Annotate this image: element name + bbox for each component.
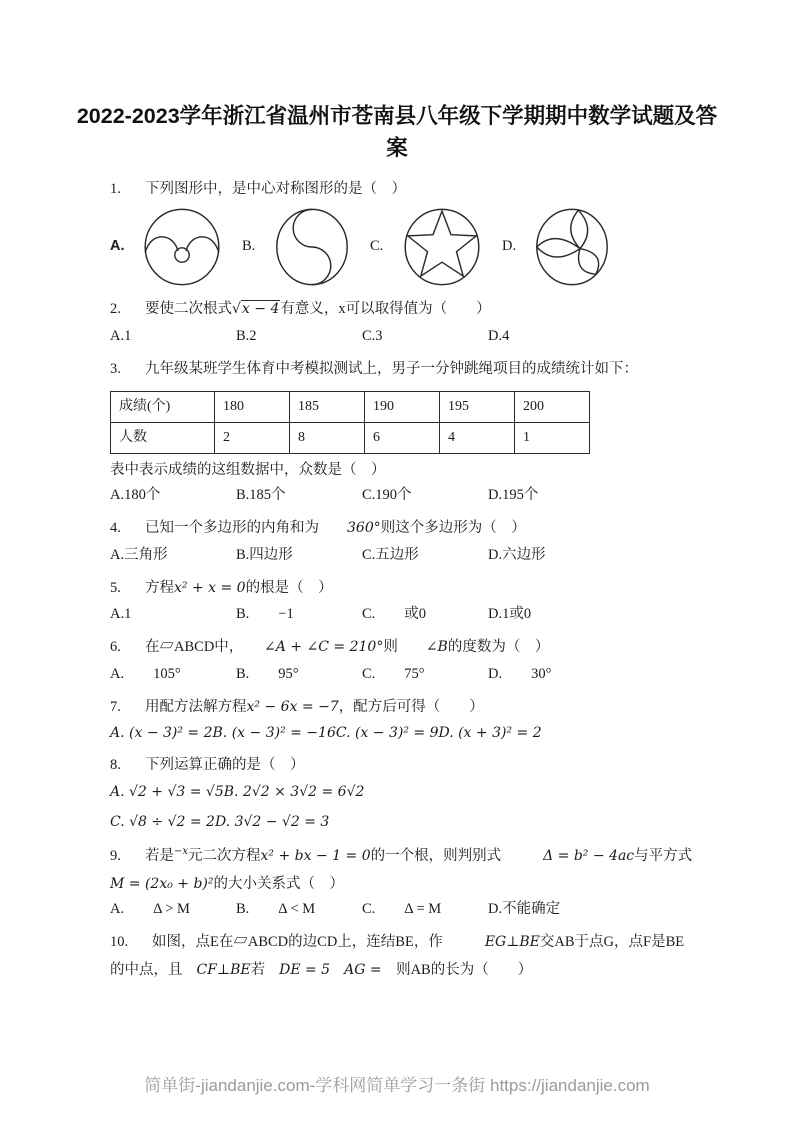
page-title: 2022-2023学年浙江省温州市苍南县八年级下学期期中数学试题及答案	[76, 104, 718, 161]
question-5-options	[110, 604, 714, 626]
math-expression: AG =	[330, 961, 382, 978]
math-expression: x² + bx − 1 = 0	[260, 847, 371, 864]
question-text: 方程	[145, 579, 174, 596]
question-4	[110, 518, 714, 567]
question-number: 3.	[110, 360, 121, 377]
option-label-d: D.	[502, 238, 517, 255]
option-d: D.六边形	[488, 546, 546, 563]
question-text: 交AB于点G，点F是BE	[539, 934, 685, 951]
question-text: 与平方式	[634, 847, 693, 864]
table-cell: 200	[515, 391, 590, 422]
math-expression: M = (2x₀ + b)²	[110, 875, 214, 892]
footer	[0, 1071, 794, 1096]
question-5	[110, 578, 714, 627]
question-text: 下列运算正确的是（ ）	[145, 757, 305, 774]
question-number: 6.	[110, 639, 121, 655]
option-label-b: B.	[242, 238, 256, 255]
question-2	[110, 299, 714, 348]
math-expression: Δ = b² − 4ac	[501, 847, 635, 864]
question-text: 的一个根，则判别式	[370, 847, 502, 864]
option-a: A.1	[110, 328, 132, 344]
option-c: C.五边形	[362, 546, 419, 563]
table-cell: 1	[515, 422, 590, 453]
table-cell: 8	[290, 422, 365, 453]
question-text: 下列图形中，是中心对称图形的是（ ）	[145, 180, 406, 197]
table-row-counts	[111, 422, 590, 453]
question-10	[110, 932, 714, 982]
footer-link[interactable]: 简单街-jiandanjie.com-学科网简单学习一条街 https://jiandanjie.com	[144, 1076, 650, 1095]
option-d: D.1或0	[488, 606, 532, 623]
question-text: ，配方后可得（ ）	[338, 698, 484, 715]
question-1	[110, 179, 714, 289]
question-text: 若	[250, 961, 266, 978]
option-a: A.1	[110, 606, 132, 623]
question-number: 8.	[110, 757, 121, 774]
question-8-options-cd: C. √8 ÷ √2 = 2D. 3√2 − √2 = 3	[110, 814, 330, 830]
option-b: B.185个	[236, 487, 286, 504]
question-text: 则AB的长为（ ）	[381, 961, 533, 978]
question-text: 要使二次根式	[145, 301, 232, 318]
option-c: C.3	[362, 328, 383, 344]
question-number: 4.	[110, 520, 121, 536]
option-c: C. 或0	[362, 606, 427, 623]
arched-curve-circle-icon	[137, 207, 227, 287]
math-expression: DE = 5	[265, 961, 331, 978]
question-text: 有意义，x可以取得值为（ ）	[280, 301, 491, 318]
option-c: C. 75°	[362, 665, 425, 682]
option-b: B.2	[236, 328, 257, 344]
option-b: B. Δ < M	[236, 901, 316, 918]
math-expression: CF⊥BE	[182, 961, 251, 978]
option-c: C. Δ = M	[362, 901, 442, 918]
score-table	[110, 391, 590, 454]
question-text: 的中点，且	[110, 961, 183, 978]
table-row-scores	[111, 391, 590, 422]
superscript: −x	[174, 846, 189, 857]
question-text: 元二次方程	[188, 847, 261, 864]
question-number: 2.	[110, 301, 121, 318]
option-d: D. 30°	[488, 665, 552, 682]
math-expression: 360°	[319, 520, 381, 536]
table-cell: 195	[440, 391, 515, 422]
option-label-c: C.	[370, 238, 384, 255]
table-cell: 成绩(个)	[111, 391, 215, 422]
option-a: A.180个	[110, 487, 161, 504]
sqrt-radicand: x − 4	[241, 301, 280, 318]
option-label-a: A.	[110, 238, 125, 255]
option-a: A.三角形	[110, 546, 168, 563]
question-text: 则	[383, 639, 398, 655]
question-text: 用配方法解方程	[145, 698, 247, 715]
table-cell: 人数	[111, 422, 215, 453]
question-number: 7.	[110, 698, 121, 715]
question-2-options	[110, 326, 714, 348]
math-expression: x² + x = 0	[174, 579, 246, 596]
five-point-star-circle-icon	[397, 207, 487, 287]
question-1-figures	[110, 206, 714, 288]
question-text: 九年级某班学生体育中考模拟测试上，男子一分钟跳绳项目的成绩统计如下：	[145, 360, 638, 377]
option-d: D.195个	[488, 487, 539, 504]
option-b: B. 95°	[236, 665, 299, 682]
question-3-options	[110, 485, 714, 507]
question-number: 9.	[110, 847, 121, 864]
question-6-options	[110, 664, 714, 686]
question-6	[110, 637, 714, 686]
question-3	[110, 359, 714, 507]
question-text: 已知一个多边形的内角和为	[145, 520, 319, 536]
question-number: 10.	[110, 934, 129, 951]
table-cell: 6	[365, 422, 440, 453]
option-b: B.四边形	[236, 546, 293, 563]
option-a: A. Δ > M	[110, 901, 190, 918]
question-8	[110, 755, 714, 833]
sqrt-sign: √	[232, 301, 241, 318]
option-c: C.190个	[362, 487, 412, 504]
question-7	[110, 697, 714, 745]
question-text: 在▱ABCD中，	[145, 639, 237, 655]
question-9-options	[110, 899, 714, 921]
question-number: 5.	[110, 579, 121, 596]
option-d: D.不能确定	[488, 901, 561, 918]
math-expression: EG⊥BE	[442, 934, 540, 951]
question-7-options: A. (x − 3)² = 2B. (x − 3)² = −16C. (x − 3)² = 9D. (x + 3)² = 2	[110, 725, 542, 742]
question-8-options-ab: A. √2 + √3 = √5B. 2√2 × 3√2 = 6√2	[110, 784, 365, 800]
three-petal-rose-circle-icon	[529, 207, 615, 287]
question-text: 则这个多边形为（ ）	[380, 520, 526, 536]
question-text: 的根是（ ）	[245, 579, 333, 596]
question-number: 1.	[110, 180, 121, 197]
math-expression: ∠A + ∠C = 210°	[236, 639, 384, 655]
question-text: 若是	[145, 847, 174, 864]
question-text: 的大小关系式（ ）	[213, 875, 345, 892]
yin-yang-circle-icon	[269, 207, 355, 287]
option-b: B. −1	[236, 606, 294, 623]
option-d: D.4	[488, 328, 510, 344]
question-9	[110, 844, 714, 921]
math-expression: ∠B	[397, 639, 448, 655]
question-4-options	[110, 545, 714, 567]
option-a: A. 105°	[110, 665, 181, 682]
table-cell: 4	[440, 422, 515, 453]
table-cell: 180	[215, 391, 290, 422]
table-cell: 190	[365, 391, 440, 422]
question-text: 的度数为（ ）	[447, 639, 550, 655]
question-text: 如图，点E在▱ABCD的边CD上，连结BE，作	[152, 934, 443, 951]
exam-content	[110, 179, 714, 982]
question-text-continuation: 表中表示成绩的这组数据中，众数是（ ）	[110, 461, 386, 478]
table-cell: 185	[290, 391, 365, 422]
table-cell: 2	[215, 422, 290, 453]
math-expression: x² − 6x = −7	[246, 698, 339, 715]
